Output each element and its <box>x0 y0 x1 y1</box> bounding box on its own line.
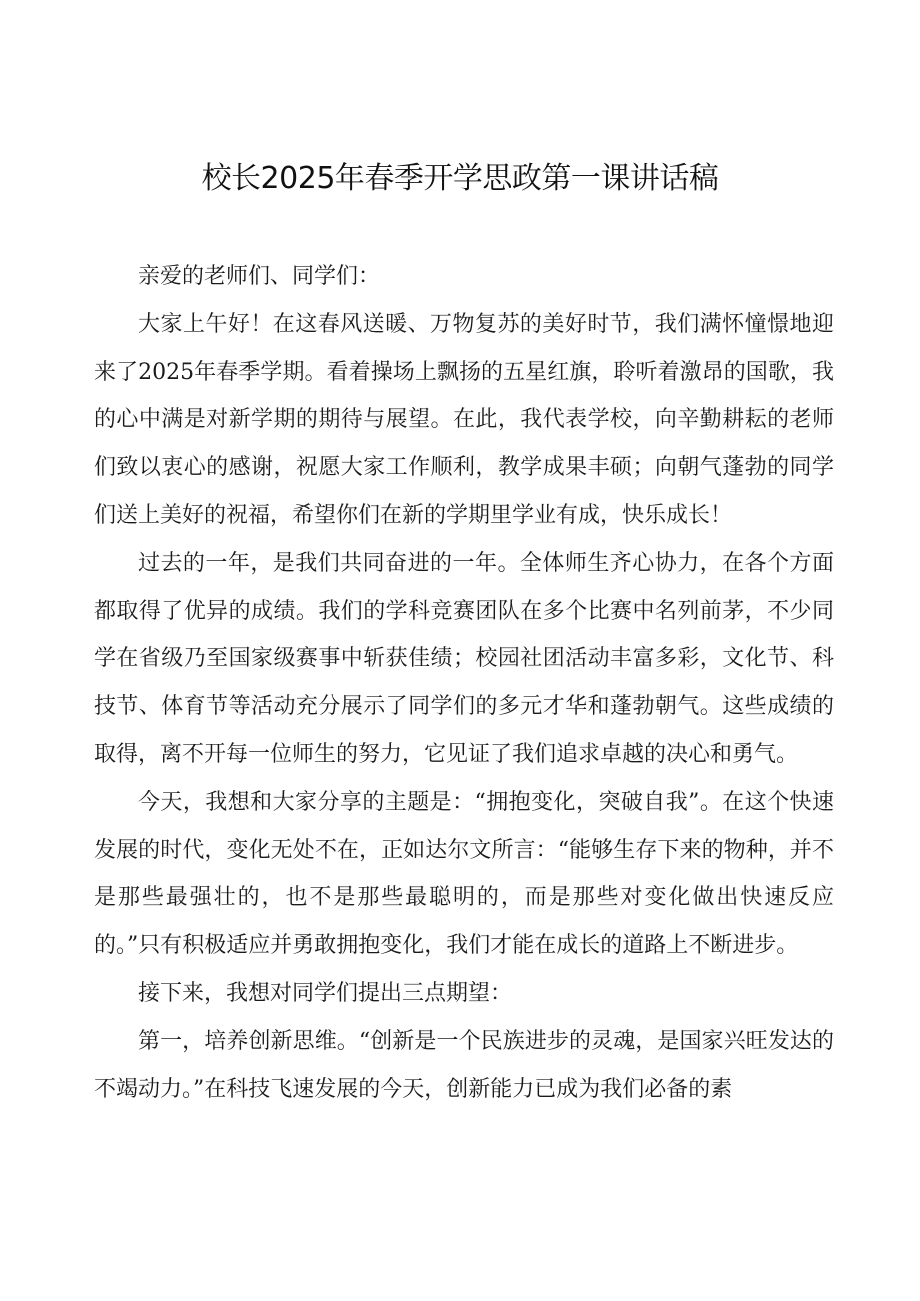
paragraph-welcome: 大家上午好！在这春风送暖、万物复苏的美好时节，我们满怀憧憬地迎来了2025年春季学期。看着操场上飘扬的五星红旗，聆听着激昂的国歌，我的心中满是对新学期的期待与展望。在此，我代表学校，向辛勤耕耘的老师们致以衷心的感谢，祝愿大家工作顺利，教学成果丰硕；向朝气蓬勃的同学们送上美好的祝福，希望你们在新的学期里学业有成，快乐成长！ <box>94 311 834 528</box>
document-title: 校长2025年春季开学思政第一课讲话稿 <box>201 161 719 196</box>
paragraph-achievements: 过去的一年，是我们共同奋进的一年。全体师生齐心协力，在各个方面都取得了优异的成绩。我们的学科竞赛团队在多个比赛中名列前茅，不少同学在省级乃至国家级赛事中斩获佳绩；校园社团活动丰富多彩，文化节、科技节、体育节等活动充分展示了同学们的多元才华和蓬勃朝气。这些成绩的取得，离不开每一位师生的努力，它见证了我们追求卓越的决心和勇气。 <box>94 550 834 767</box>
paragraph-expectations-intro: 接下来，我想对同学们提出三点期望： <box>138 980 513 1006</box>
document-body <box>94 253 834 1113</box>
paragraph-greeting: 亲爱的老师们、同学们： <box>138 264 381 289</box>
paragraph-expectation-one: 第一，培养创新思维。“创新是一个民族进步的灵魂，是国家兴旺发达的不竭动力。”在科技飞速发展的今天，创新能力已成为我们必备的素 <box>94 1028 834 1102</box>
paragraph-theme: 今天，我想和大家分享的主题是：“拥抱变化，突破自我”。在这个快速发展的时代，变化无处不在，正如达尔文所言：“能够生存下来的物种，并不是那些最强壮的，也不是那些最聪明的，而是那些对变化做出快速反应的。”只有积极适应并勇敢拥抱变化，我们才能在成长的道路上不断进步。 <box>94 789 834 959</box>
